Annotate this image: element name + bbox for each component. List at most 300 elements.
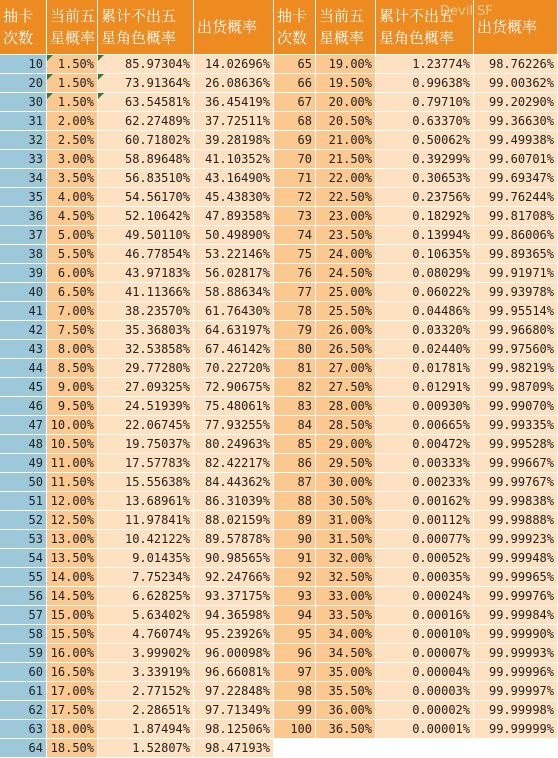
left-cumulative-fail-rate-cell: 19.75037% xyxy=(98,435,194,454)
left-current-rate-cell: 15.00% xyxy=(47,606,98,625)
left-cumulative-fail-rate-cell: 11.97841% xyxy=(98,511,194,530)
left-draw-count-cell: 42 xyxy=(0,321,47,340)
right-cumulative-fail-rate-cell: 0.00472% xyxy=(376,435,474,454)
left-success-rate-cell: 82.42217% xyxy=(194,454,274,473)
left-cumulative-fail-rate-cell: 24.51939% xyxy=(98,397,194,416)
right-success-rate-cell: 99.96680% xyxy=(474,321,558,340)
left-current-rate-cell: 18.00% xyxy=(47,720,98,739)
right-cumulative-fail-rate-cell: 0.00024% xyxy=(376,587,474,606)
right-draw-count-cell: 65 xyxy=(274,55,316,74)
left-success-rate-cell: 98.47193% xyxy=(194,739,274,758)
right-draw-count-cell: 70 xyxy=(274,150,316,169)
left-success-rate-cell: 36.45419% xyxy=(194,93,274,112)
right-draw-count-cell: 97 xyxy=(274,663,316,682)
left-draw-count-cell: 31 xyxy=(0,112,47,131)
right-success-rate-cell: 99.99767% xyxy=(474,473,558,492)
left-current-rate-cell: 7.00% xyxy=(47,302,98,321)
left-cumulative-fail-rate-cell: 60.71802% xyxy=(98,131,194,150)
right-cumulative-fail-rate-cell: 0.00233% xyxy=(376,473,474,492)
right-success-rate-cell: 99.91971% xyxy=(474,264,558,283)
left-draw-count-cell: 56 xyxy=(0,587,47,606)
right-cumulative-fail-rate-cell: 0.00930% xyxy=(376,397,474,416)
right-current-rate-cell: 24.00% xyxy=(316,245,376,264)
left-current-rate-cell: 6.00% xyxy=(47,264,98,283)
left-success-rate-cell: 80.24963% xyxy=(194,435,274,454)
left-cumulative-fail-rate-cell: 22.06745% xyxy=(98,416,194,435)
left-draw-count-cell: 53 xyxy=(0,530,47,549)
left-draw-count-cell: 35 xyxy=(0,188,47,207)
left-cumulative-fail-rate-cell: 38.23570% xyxy=(98,302,194,321)
right-draw-count-cell: 88 xyxy=(274,492,316,511)
right-current-rate-cell: 20.50% xyxy=(316,112,376,131)
header-cell xyxy=(316,0,376,54)
left-success-rate-cell: 94.36598% xyxy=(194,606,274,625)
header-cell xyxy=(47,0,98,54)
right-draw-count-cell: 87 xyxy=(274,473,316,492)
left-cumulative-fail-rate-cell: 52.10642% xyxy=(98,207,194,226)
left-current-rate-cell: 18.50% xyxy=(47,739,98,758)
left-current-rate-cell: 1.50% xyxy=(47,74,98,93)
right-success-rate-cell: 99.93978% xyxy=(474,283,558,302)
left-draw-count-cell: 52 xyxy=(0,511,47,530)
left-cumulative-fail-rate-cell: 41.11366% xyxy=(98,283,194,302)
right-cumulative-fail-rate-cell: 0.23756% xyxy=(376,188,474,207)
right-success-rate-cell: 99.99984% xyxy=(474,606,558,625)
right-current-rate-cell: 31.50% xyxy=(316,530,376,549)
left-cumulative-fail-rate-cell: 62.27489% xyxy=(98,112,194,131)
left-draw-count-cell: 34 xyxy=(0,169,47,188)
watermark: Devil SF xyxy=(440,4,493,19)
right-success-rate-cell: 99.69347% xyxy=(474,169,558,188)
left-cumulative-fail-rate-cell: 58.89648% xyxy=(98,150,194,169)
right-current-rate-cell: 21.00% xyxy=(316,131,376,150)
right-current-rate-cell: 35.50% xyxy=(316,682,376,701)
left-cumulative-fail-rate-cell: 3.33919% xyxy=(98,663,194,682)
right-draw-count-cell: 80 xyxy=(274,340,316,359)
left-current-rate-cell: 14.00% xyxy=(47,568,98,587)
right-current-rate-cell: 31.00% xyxy=(316,511,376,530)
right-cumulative-fail-rate-cell: 0.00112% xyxy=(376,511,474,530)
right-current-rate-cell: 28.50% xyxy=(316,416,376,435)
right-draw-count-cell: 67 xyxy=(274,93,316,112)
right-cumulative-fail-rate-cell: 0.63370% xyxy=(376,112,474,131)
left-draw-count-cell: 60 xyxy=(0,663,47,682)
header-cell xyxy=(194,0,274,54)
right-draw-count-cell: 94 xyxy=(274,606,316,625)
left-cumulative-fail-rate-cell: 6.62825% xyxy=(98,587,194,606)
left-success-rate-cell: 53.22146% xyxy=(194,245,274,264)
right-cumulative-fail-rate-cell: 0.01291% xyxy=(376,378,474,397)
right-success-rate-cell: 99.86006% xyxy=(474,226,558,245)
right-draw-count-cell: 81 xyxy=(274,359,316,378)
left-draw-count-cell: 50 xyxy=(0,473,47,492)
right-draw-count-cell: 79 xyxy=(274,321,316,340)
left-cumulative-fail-rate-cell: 4.76074% xyxy=(98,625,194,644)
left-current-rate-cell: 3.50% xyxy=(47,169,98,188)
left-success-rate-cell: 64.63197% xyxy=(194,321,274,340)
header-label: 累计不出五 星角色概率 xyxy=(379,7,455,47)
left-success-rate-cell: 90.98565% xyxy=(194,549,274,568)
left-draw-count-cell: 33 xyxy=(0,150,47,169)
right-current-rate-cell: 34.50% xyxy=(316,644,376,663)
left-success-rate-cell: 56.02817% xyxy=(194,264,274,283)
left-draw-count-cell: 20 xyxy=(0,74,47,93)
right-current-rate-cell: 33.00% xyxy=(316,587,376,606)
left-current-rate-cell: 12.50% xyxy=(47,511,98,530)
left-draw-count-cell: 59 xyxy=(0,644,47,663)
left-success-rate-cell: 84.44362% xyxy=(194,473,274,492)
left-current-rate-cell: 1.50% xyxy=(47,55,98,74)
right-success-rate-cell: 99.99888% xyxy=(474,511,558,530)
left-cumulative-fail-rate-cell: 1.52807% xyxy=(98,739,194,758)
header-cell xyxy=(274,0,316,54)
right-draw-count-cell: 72 xyxy=(274,188,316,207)
left-success-rate-cell: 37.72511% xyxy=(194,112,274,131)
right-current-rate-cell: 28.00% xyxy=(316,397,376,416)
right-success-rate-cell: 99.99923% xyxy=(474,530,558,549)
left-cumulative-fail-rate-cell: 85.97304% xyxy=(98,55,194,74)
left-success-rate-cell: 72.90675% xyxy=(194,378,274,397)
left-success-rate-cell: 97.22848% xyxy=(194,682,274,701)
left-current-rate-cell: 5.00% xyxy=(47,226,98,245)
left-draw-count-cell: 47 xyxy=(0,416,47,435)
left-cumulative-fail-rate-cell: 13.68961% xyxy=(98,492,194,511)
left-cumulative-fail-rate-cell: 2.28651% xyxy=(98,701,194,720)
left-draw-count-cell: 10 xyxy=(0,55,47,74)
left-cumulative-fail-rate-cell: 56.83510% xyxy=(98,169,194,188)
right-cumulative-fail-rate-cell: 0.13994% xyxy=(376,226,474,245)
right-cumulative-fail-rate-cell: 0.00162% xyxy=(376,492,474,511)
right-current-rate-cell: 27.00% xyxy=(316,359,376,378)
right-current-rate-cell: 22.50% xyxy=(316,188,376,207)
left-current-rate-cell: 11.00% xyxy=(47,454,98,473)
right-current-rate-cell: 30.00% xyxy=(316,473,376,492)
left-current-rate-cell: 8.50% xyxy=(47,359,98,378)
right-success-rate-cell: 99.99335% xyxy=(474,416,558,435)
left-cumulative-fail-rate-cell: 10.42122% xyxy=(98,530,194,549)
left-draw-count-cell: 51 xyxy=(0,492,47,511)
right-success-rate-cell: 99.99999% xyxy=(474,720,558,739)
right-cumulative-fail-rate-cell: 0.01781% xyxy=(376,359,474,378)
left-success-rate-cell: 47.89358% xyxy=(194,207,274,226)
right-success-rate-cell: 99.99528% xyxy=(474,435,558,454)
header-label: 当前五 星概率 xyxy=(319,7,365,47)
left-cumulative-fail-rate-cell: 63.54581% xyxy=(98,93,194,112)
left-success-rate-cell: 58.88634% xyxy=(194,283,274,302)
right-current-rate-cell: 35.00% xyxy=(316,663,376,682)
left-current-rate-cell: 4.50% xyxy=(47,207,98,226)
left-success-rate-cell: 50.49890% xyxy=(194,226,274,245)
left-cumulative-fail-rate-cell: 3.99902% xyxy=(98,644,194,663)
right-cumulative-fail-rate-cell: 0.00004% xyxy=(376,663,474,682)
right-current-rate-cell: 24.50% xyxy=(316,264,376,283)
right-draw-count-cell: 100 xyxy=(274,720,316,739)
left-current-rate-cell: 1.50% xyxy=(47,93,98,112)
right-success-rate-cell: 99.97560% xyxy=(474,340,558,359)
left-current-rate-cell: 17.50% xyxy=(47,701,98,720)
right-current-rate-cell: 26.50% xyxy=(316,340,376,359)
left-cumulative-fail-rate-cell: 27.09325% xyxy=(98,378,194,397)
left-success-rate-cell: 95.23926% xyxy=(194,625,274,644)
left-current-rate-cell: 10.00% xyxy=(47,416,98,435)
right-cumulative-fail-rate-cell: 0.18292% xyxy=(376,207,474,226)
left-success-rate-cell: 86.31039% xyxy=(194,492,274,511)
left-success-rate-cell: 43.16490% xyxy=(194,169,274,188)
right-draw-count-cell: 77 xyxy=(274,283,316,302)
left-cumulative-fail-rate-cell: 9.01435% xyxy=(98,549,194,568)
left-draw-count-cell: 40 xyxy=(0,283,47,302)
left-draw-count-cell: 61 xyxy=(0,682,47,701)
left-draw-count-cell: 37 xyxy=(0,226,47,245)
left-success-rate-cell: 39.28198% xyxy=(194,131,274,150)
right-success-rate-cell: 99.99070% xyxy=(474,397,558,416)
right-draw-count-cell: 71 xyxy=(274,169,316,188)
right-success-rate-cell: 99.99993% xyxy=(474,644,558,663)
left-current-rate-cell: 13.00% xyxy=(47,530,98,549)
right-success-rate-cell: 99.95514% xyxy=(474,302,558,321)
left-draw-count-cell: 58 xyxy=(0,625,47,644)
header-label: 抽卡 次数 xyxy=(277,7,308,47)
left-success-rate-cell: 96.66081% xyxy=(194,663,274,682)
right-draw-count-cell: 85 xyxy=(274,435,316,454)
right-cumulative-fail-rate-cell: 0.06022% xyxy=(376,283,474,302)
left-current-rate-cell: 17.00% xyxy=(47,682,98,701)
right-success-rate-cell: 98.76226% xyxy=(474,55,558,74)
right-draw-count-cell: 95 xyxy=(274,625,316,644)
left-cumulative-fail-rate-cell: 73.91364% xyxy=(98,74,194,93)
left-current-rate-cell: 12.00% xyxy=(47,492,98,511)
left-success-rate-cell: 77.93255% xyxy=(194,416,274,435)
right-success-rate-cell: 99.00362% xyxy=(474,74,558,93)
left-cumulative-fail-rate-cell: 29.77280% xyxy=(98,359,194,378)
right-current-rate-cell: 32.50% xyxy=(316,568,376,587)
left-current-rate-cell: 2.00% xyxy=(47,112,98,131)
right-cumulative-fail-rate-cell: 0.04486% xyxy=(376,302,474,321)
header-label: 出货概率 xyxy=(477,18,538,36)
right-draw-count-cell: 84 xyxy=(274,416,316,435)
left-current-rate-cell: 8.00% xyxy=(47,340,98,359)
left-success-rate-cell: 70.22720% xyxy=(194,359,274,378)
right-draw-count-cell: 73 xyxy=(274,207,316,226)
right-current-rate-cell: 27.50% xyxy=(316,378,376,397)
left-current-rate-cell: 5.50% xyxy=(47,245,98,264)
left-cumulative-fail-rate-cell: 35.36803% xyxy=(98,321,194,340)
right-current-rate-cell: 25.00% xyxy=(316,283,376,302)
right-cumulative-fail-rate-cell: 0.79710% xyxy=(376,93,474,112)
left-draw-count-cell: 43 xyxy=(0,340,47,359)
right-draw-count-cell: 74 xyxy=(274,226,316,245)
left-current-rate-cell: 14.50% xyxy=(47,587,98,606)
right-current-rate-cell: 30.50% xyxy=(316,492,376,511)
right-current-rate-cell: 25.50% xyxy=(316,302,376,321)
left-current-rate-cell: 16.50% xyxy=(47,663,98,682)
right-current-rate-cell: 32.00% xyxy=(316,549,376,568)
header-label: 当前五 星概率 xyxy=(50,7,96,47)
right-cumulative-fail-rate-cell: 0.50062% xyxy=(376,131,474,150)
right-success-rate-cell: 99.89365% xyxy=(474,245,558,264)
right-draw-count-cell: 99 xyxy=(274,701,316,720)
right-cumulative-fail-rate-cell: 0.00035% xyxy=(376,568,474,587)
right-draw-count-cell: 83 xyxy=(274,397,316,416)
left-draw-count-cell: 36 xyxy=(0,207,47,226)
right-success-rate-cell: 99.49938% xyxy=(474,131,558,150)
left-success-rate-cell: 67.46142% xyxy=(194,340,274,359)
left-draw-count-cell: 63 xyxy=(0,720,47,739)
left-cumulative-fail-rate-cell: 46.77854% xyxy=(98,245,194,264)
right-success-rate-cell: 99.20290% xyxy=(474,93,558,112)
right-cumulative-fail-rate-cell: 0.00052% xyxy=(376,549,474,568)
left-current-rate-cell: 7.50% xyxy=(47,321,98,340)
left-draw-count-cell: 30 xyxy=(0,93,47,112)
right-cumulative-fail-rate-cell: 0.02440% xyxy=(376,340,474,359)
right-current-rate-cell: 22.00% xyxy=(316,169,376,188)
right-cumulative-fail-rate-cell: 0.08029% xyxy=(376,264,474,283)
left-success-rate-cell: 41.10352% xyxy=(194,150,274,169)
left-current-rate-cell: 9.00% xyxy=(47,378,98,397)
right-draw-count-cell: 93 xyxy=(274,587,316,606)
right-cumulative-fail-rate-cell: 0.00003% xyxy=(376,682,474,701)
right-cumulative-fail-rate-cell: 0.10635% xyxy=(376,245,474,264)
right-draw-count-cell: 66 xyxy=(274,74,316,93)
right-current-rate-cell: 36.00% xyxy=(316,701,376,720)
right-current-rate-cell: 23.50% xyxy=(316,226,376,245)
left-cumulative-fail-rate-cell: 7.75234% xyxy=(98,568,194,587)
right-draw-count-cell: 86 xyxy=(274,454,316,473)
right-success-rate-cell: 99.98709% xyxy=(474,378,558,397)
right-success-rate-cell: 99.98219% xyxy=(474,359,558,378)
right-success-rate-cell: 99.76244% xyxy=(474,188,558,207)
left-draw-count-cell: 41 xyxy=(0,302,47,321)
left-draw-count-cell: 39 xyxy=(0,264,47,283)
right-success-rate-cell: 99.60701% xyxy=(474,150,558,169)
right-cumulative-fail-rate-cell: 0.00665% xyxy=(376,416,474,435)
left-success-rate-cell: 93.37175% xyxy=(194,587,274,606)
left-success-rate-cell: 92.24766% xyxy=(194,568,274,587)
right-cumulative-fail-rate-cell: 1.23774% xyxy=(376,55,474,74)
header-cell xyxy=(0,0,47,54)
right-current-rate-cell: 23.00% xyxy=(316,207,376,226)
right-current-rate-cell: 19.00% xyxy=(316,55,376,74)
right-current-rate-cell: 26.00% xyxy=(316,321,376,340)
left-current-rate-cell: 16.00% xyxy=(47,644,98,663)
header-cell xyxy=(98,0,194,54)
left-cumulative-fail-rate-cell: 32.53858% xyxy=(98,340,194,359)
right-success-rate-cell: 99.99948% xyxy=(474,549,558,568)
right-cumulative-fail-rate-cell: 0.03320% xyxy=(376,321,474,340)
right-success-rate-cell: 99.99838% xyxy=(474,492,558,511)
left-draw-count-cell: 44 xyxy=(0,359,47,378)
left-current-rate-cell: 4.00% xyxy=(47,188,98,207)
right-current-rate-cell: 36.50% xyxy=(316,720,376,739)
right-cumulative-fail-rate-cell: 0.00002% xyxy=(376,701,474,720)
left-current-rate-cell: 11.50% xyxy=(47,473,98,492)
right-current-rate-cell: 33.50% xyxy=(316,606,376,625)
right-draw-count-cell: 75 xyxy=(274,245,316,264)
left-current-rate-cell: 13.50% xyxy=(47,549,98,568)
right-draw-count-cell: 91 xyxy=(274,549,316,568)
left-draw-count-cell: 54 xyxy=(0,549,47,568)
left-current-rate-cell: 6.50% xyxy=(47,283,98,302)
right-success-rate-cell: 99.36630% xyxy=(474,112,558,131)
left-draw-count-cell: 48 xyxy=(0,435,47,454)
left-current-rate-cell: 9.50% xyxy=(47,397,98,416)
right-success-rate-cell: 99.99976% xyxy=(474,587,558,606)
header-label: 累计不出五 星角色概率 xyxy=(101,7,177,47)
left-cumulative-fail-rate-cell: 54.56170% xyxy=(98,188,194,207)
right-cumulative-fail-rate-cell: 0.99638% xyxy=(376,74,474,93)
right-success-rate-cell: 99.99998% xyxy=(474,701,558,720)
right-cumulative-fail-rate-cell: 0.00077% xyxy=(376,530,474,549)
right-cumulative-fail-rate-cell: 0.00010% xyxy=(376,625,474,644)
left-cumulative-fail-rate-cell: 17.57783% xyxy=(98,454,194,473)
right-cumulative-fail-rate-cell: 0.30653% xyxy=(376,169,474,188)
right-draw-count-cell: 69 xyxy=(274,131,316,150)
left-cumulative-fail-rate-cell: 1.87494% xyxy=(98,720,194,739)
right-draw-count-cell: 68 xyxy=(274,112,316,131)
left-success-rate-cell: 96.00098% xyxy=(194,644,274,663)
right-current-rate-cell: 20.00% xyxy=(316,93,376,112)
right-cumulative-fail-rate-cell: 0.39299% xyxy=(376,150,474,169)
right-draw-count-cell: 78 xyxy=(274,302,316,321)
right-draw-count-cell: 98 xyxy=(274,682,316,701)
left-success-rate-cell: 97.71349% xyxy=(194,701,274,720)
right-draw-count-cell: 96 xyxy=(274,644,316,663)
left-cumulative-fail-rate-cell: 5.63402% xyxy=(98,606,194,625)
right-draw-count-cell: 76 xyxy=(274,264,316,283)
right-draw-count-cell: 90 xyxy=(274,530,316,549)
right-cumulative-fail-rate-cell: 0.00333% xyxy=(376,454,474,473)
right-cumulative-fail-rate-cell: 0.00007% xyxy=(376,644,474,663)
header-label: 出货概率 xyxy=(197,18,258,36)
left-draw-count-cell: 38 xyxy=(0,245,47,264)
left-draw-count-cell: 62 xyxy=(0,701,47,720)
right-current-rate-cell: 19.50% xyxy=(316,74,376,93)
left-draw-count-cell: 57 xyxy=(0,606,47,625)
right-cumulative-fail-rate-cell: 0.00001% xyxy=(376,720,474,739)
right-draw-count-cell: 82 xyxy=(274,378,316,397)
left-success-rate-cell: 75.48061% xyxy=(194,397,274,416)
right-draw-count-cell: 92 xyxy=(274,568,316,587)
left-current-rate-cell: 2.50% xyxy=(47,131,98,150)
right-success-rate-cell: 99.99667% xyxy=(474,454,558,473)
left-success-rate-cell: 88.02159% xyxy=(194,511,274,530)
right-current-rate-cell: 29.50% xyxy=(316,454,376,473)
left-success-rate-cell: 14.02696% xyxy=(194,55,274,74)
left-draw-count-cell: 49 xyxy=(0,454,47,473)
left-cumulative-fail-rate-cell: 49.50110% xyxy=(98,226,194,245)
left-success-rate-cell: 98.12506% xyxy=(194,720,274,739)
right-draw-count-cell: 89 xyxy=(274,511,316,530)
right-current-rate-cell: 29.00% xyxy=(316,435,376,454)
header-label: 抽卡 次数 xyxy=(3,7,34,47)
right-current-rate-cell: 34.00% xyxy=(316,625,376,644)
left-current-rate-cell: 15.50% xyxy=(47,625,98,644)
left-cumulative-fail-rate-cell: 15.55638% xyxy=(98,473,194,492)
left-draw-count-cell: 46 xyxy=(0,397,47,416)
left-draw-count-cell: 32 xyxy=(0,131,47,150)
left-draw-count-cell: 55 xyxy=(0,568,47,587)
right-success-rate-cell: 99.99965% xyxy=(474,568,558,587)
left-draw-count-cell: 45 xyxy=(0,378,47,397)
left-success-rate-cell: 61.76430% xyxy=(194,302,274,321)
right-success-rate-cell: 99.99997% xyxy=(474,682,558,701)
left-success-rate-cell: 26.08636% xyxy=(194,74,274,93)
left-draw-count-cell: 64 xyxy=(0,739,47,758)
left-success-rate-cell: 89.57878% xyxy=(194,530,274,549)
left-current-rate-cell: 3.00% xyxy=(47,150,98,169)
right-success-rate-cell: 99.99990% xyxy=(474,625,558,644)
left-current-rate-cell: 10.50% xyxy=(47,435,98,454)
